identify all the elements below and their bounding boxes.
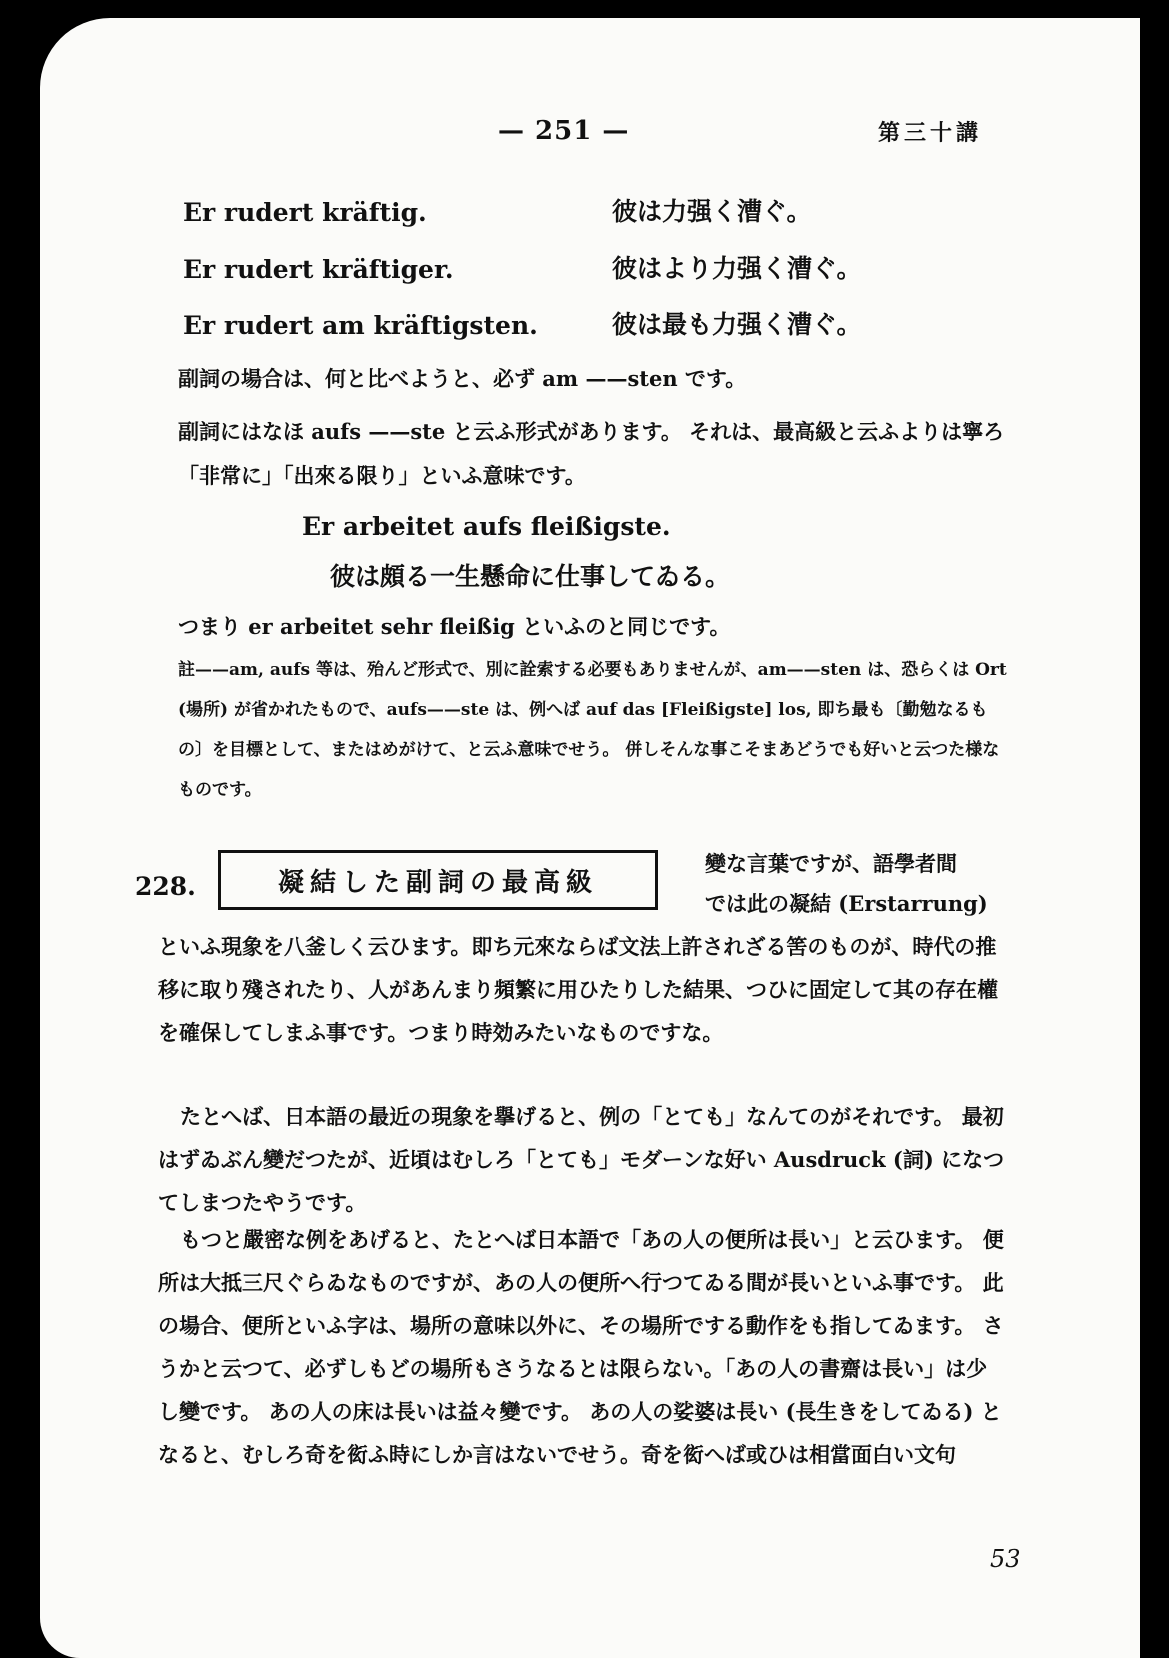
scan-edge: [1141, 0, 1147, 1653]
section-title: 凝結した副詞の最高級: [277, 867, 598, 898]
section-side-text: では此の凝結 (Erstarrung): [705, 891, 988, 916]
chapter-label: 第三十講: [878, 120, 983, 146]
body-paragraph: といふ現象を八釜しく云ひます。即ち元來ならば文法上許されざる筈のものが、時代の推移に取り殘されたり、人があんまり頻繁に用ひたりした結果、つひに固定して其の存在權を確保してしまふ事です。つまり時効みたいなものですな。: [158, 934, 998, 1045]
example-center-german: Er arbeitet aufs fleißigste.: [302, 512, 671, 541]
body-paragraph: もつと嚴密な例をあげると、たとへば日本語で「あの人の便所は長い」と云ひます。 便所は大抵三尺ぐらゐなものですが、あの人の便所へ行つてゐる間が長いといふ事です。 此の場合、便所といふ字は、場所の意味以外に、その場所でする動作をも指してゐます。 さうかと云つて、必ずしもどの場所もさうなるとは限らない。「あの人の書齋は長い」は少し變です。 あの人の床は長いは益々變です。 あの人の娑婆は長い (長生きをしてゐる) となると、むしろ奇を衒ふ時にしか言はないでせう。奇を衒へば或ひは相當面白い文句: [158, 1227, 1004, 1467]
section-title-box: [218, 850, 658, 910]
scan-edge: [1162, 0, 1168, 1653]
folio-number: 53: [990, 1545, 1021, 1573]
example-japanese: 彼は最も力强く漕ぐ。: [612, 310, 862, 339]
section-side-text: 變な言葉ですが、語學者間: [705, 851, 957, 876]
scan-edge: [1152, 0, 1158, 1653]
page-number: — 251 —: [498, 116, 630, 146]
footnote: 註——am, aufs 等は、殆んど形式で、別に詮索する必要もありませんが、am——sten は、恐らくは Ort (場所) が省かれたもので、aufs——ste は、例へば auf das [Fleißigste] los, 即ち最も〔勤勉なるもの〕を目標として、またはめがけて、と云ふ意味でせう。 併しそんな事こそまあどうでも好いと云つた様なものです。: [178, 660, 1007, 800]
example-german: Er rudert am kräftigsten.: [183, 311, 538, 340]
body-paragraph: つまり er arbeitet sehr fleißig といふのと同じです。: [178, 614, 731, 639]
example-japanese: 彼は力强く漕ぐ。: [612, 197, 812, 226]
body-paragraph: 副詞の場合は、何と比べようと、必ず am ——sten です。: [178, 366, 747, 391]
body-paragraph: 副詞にはなほ aufs ——ste と云ふ形式があります。 それは、最高級と云ふよりは寧ろ「非常に」「出來る限り」といふ意味です。: [178, 419, 1005, 488]
example-japanese: 彼はより力强く漕ぐ。: [612, 254, 862, 283]
example-german: Er rudert kräftig.: [183, 198, 427, 227]
section-number: 228.: [135, 872, 196, 901]
example-german: Er rudert kräftiger.: [183, 255, 454, 284]
body-paragraph: たとへば、日本語の最近の現象を擧げると、例の「とても」なんてのがそれです。 最初はずゐぶん變だつたが、近頃はむしろ「とても」モダーンな好い Ausdruck (詞) になつてしまつたやうです。: [158, 1104, 1005, 1215]
example-center-japanese: 彼は頗る一生懸命に仕事してゐる。: [330, 562, 731, 591]
